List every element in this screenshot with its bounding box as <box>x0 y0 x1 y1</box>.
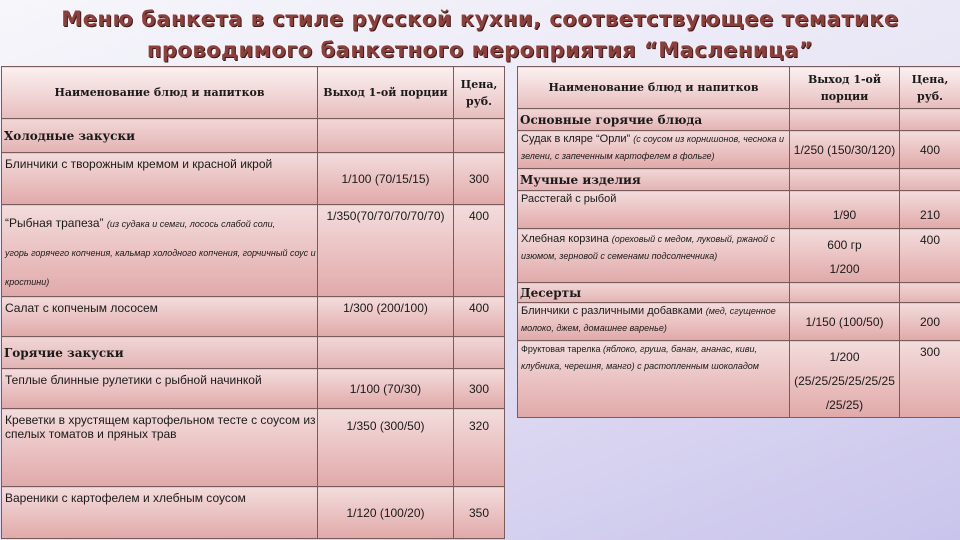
section-desserts: Десерты <box>518 283 790 303</box>
table-row-yield: 1/350(70/70/70/70/70) <box>318 205 454 297</box>
right-header-price: Цена, руб. <box>900 67 960 109</box>
section-hot-appetizers: Горячие закуски <box>2 337 318 369</box>
table-row-yield: 1/120 (100/20) <box>318 487 454 539</box>
table-row-price: 400 <box>454 297 505 337</box>
table-row-price: 300 <box>454 153 505 205</box>
table-row-price: 210 <box>900 191 960 229</box>
table-row-name: Хлебная корзина (ореховый с медом, луковый, ржаной с изюмом, зерновой с семенами подсолнечника) <box>518 229 790 283</box>
section-pastry: Мучные изделия <box>518 169 790 191</box>
table-row-price: 300 <box>454 369 505 409</box>
table-row-name: Расстегай с рыбой <box>518 191 790 229</box>
table-row-name: Теплые блинные рулетики с рыбной начинкой <box>2 369 318 409</box>
left-menu-table <box>1 66 505 539</box>
table-row-name: Вареники с картофелем и хлебным соусом <box>2 487 318 539</box>
right-header-yield: Выход 1-ой порции <box>790 67 900 109</box>
table-row-name: Фруктовая тарелка (яблоко, груша, банан, ананас, киви, клубника, черешня, манго) с растопленным шоколадом <box>518 341 790 418</box>
table-row-price: 350 <box>454 487 505 539</box>
table-row-price: 320 <box>454 409 505 487</box>
page-title <box>60 4 900 66</box>
table-row-yield: 1/150 (100/50) <box>790 303 900 341</box>
table-row-yield: 1/250 (150/30/120) <box>790 131 900 169</box>
left-header-name: Наименование блюд и напитков <box>2 67 318 119</box>
table-row-name: Креветки в хрустящем картофельном тесте с соусом из спелых томатов и пряных трав <box>2 409 318 487</box>
right-menu-table <box>517 66 960 418</box>
table-row-price: 400 <box>900 131 960 169</box>
table-row-price: 400 <box>454 205 505 297</box>
table-row-name: Салат с копченым лососем <box>2 297 318 337</box>
right-header-name: Наименование блюд и напитков <box>518 67 790 109</box>
table-row-price: 400 <box>900 229 960 283</box>
table-row-name: Блинчики с различными добавками (мед, сгущенное молоко, джем, домашнее варенье) <box>518 303 790 341</box>
section-main-hot-dishes: Основные горячие блюда <box>518 109 790 131</box>
table-row-price: 300 <box>900 341 960 418</box>
table-row-yield: 1/100 (70/15/15) <box>318 153 454 205</box>
table-row-yield: 600 гр 1/200 <box>790 229 900 283</box>
table-row-name: “Рыбная трапеза” (из судака и семги, лосось слабой соли, угорь горячего копчения, кальмар холодного копчения, горчичный соус и кростини) <box>2 205 318 297</box>
table-row-yield: 1/200 (25/25/25/25/25/25 /25/25) <box>790 341 900 418</box>
table-row-name: Блинчики с творожным кремом и красной икрой <box>2 153 318 205</box>
table-row-price: 200 <box>900 303 960 341</box>
table-row-yield: 1/100 (70/30) <box>318 369 454 409</box>
table-row-name: Судак в кляре “Орли” (с соусом из корнишонов, чеснока и зелени, с запеченным картофелем в фольге) <box>518 131 790 169</box>
table-row-yield: 1/90 <box>790 191 900 229</box>
section-cold-appetizers: Холодные закуски <box>2 119 318 153</box>
title-line-2: проводимого банкетного мероприятия “Масленица” <box>146 38 814 62</box>
title-line-1: Меню банкета в стиле русской кухни, соответствующее тематике <box>61 7 899 31</box>
left-header-price: Цена, руб. <box>454 67 505 119</box>
table-row-yield: 1/300 (200/100) <box>318 297 454 337</box>
table-row-yield: 1/350 (300/50) <box>318 409 454 487</box>
left-header-yield: Выход 1-ой порции <box>318 67 454 119</box>
